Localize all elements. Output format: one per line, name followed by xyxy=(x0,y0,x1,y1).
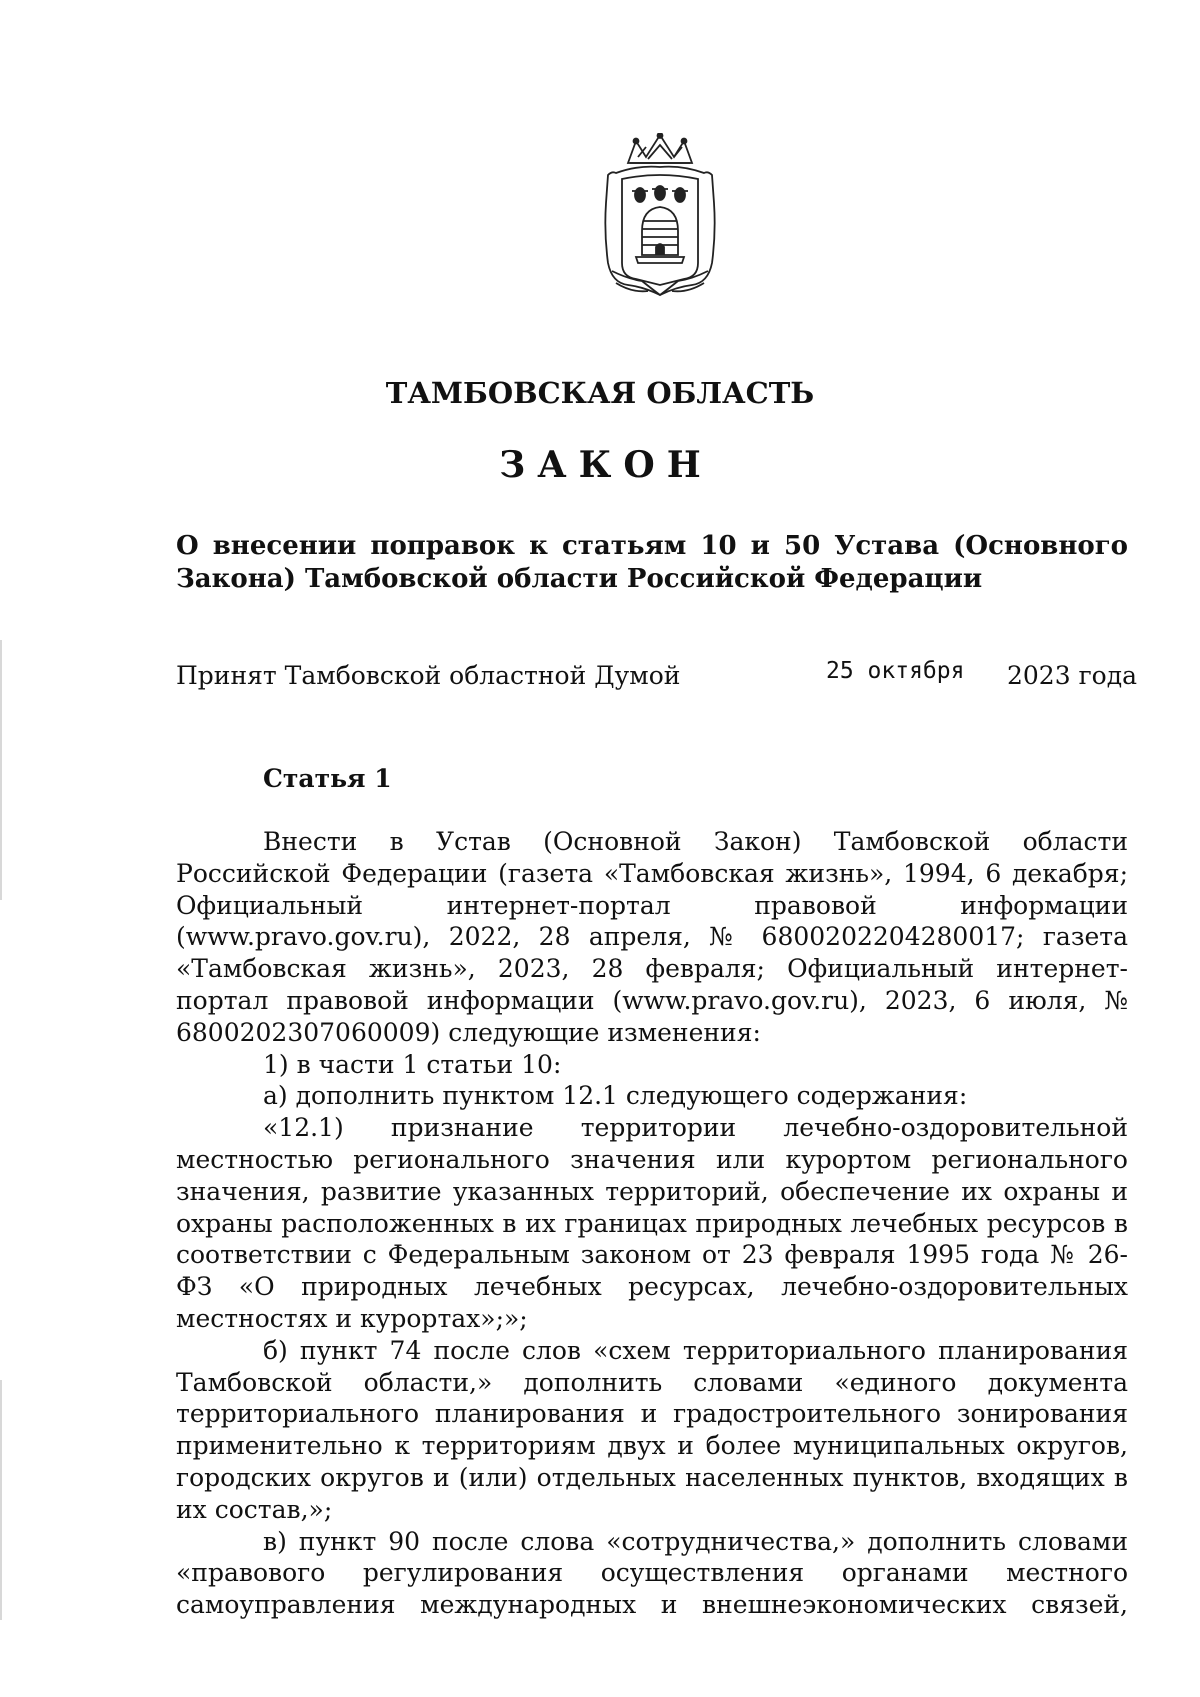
article-paragraph: б) пункт 74 после слов «схем территориального планирования Тамбовской области,» дополнить словами «единого документа территориального планирования и градостроительного зонирования применительно к территориям двух и более муниципальных округов, городских округов и (или) отдельных населенных пунктов, входящих в их состав,»; xyxy=(176,1335,1128,1524)
scan-edge-mark xyxy=(0,1380,2,1620)
scan-edge-mark xyxy=(0,640,2,900)
document-type-heading: ЗАКОН xyxy=(499,444,713,486)
article-paragraph: 1) в части 1 статьи 10: xyxy=(263,1049,562,1079)
article-heading: Статья 1 xyxy=(263,764,392,793)
article-paragraph: «12.1) признание территории лечебно-оздоровительной местностью регионального значения или курортом регионального значения, развитие указанных территорий, обеспечение их охраны и охраны расположенных в их границах природных лечебных ресурсов в соответствии с Федеральным законом от 23 февраля 1995 года № 26-ФЗ «О природных лечебных ресурсах, лечебно-оздоровительных местностях и курортах»;»; xyxy=(176,1113,1128,1333)
adoption-year: 2023 года xyxy=(1007,661,1138,690)
article-paragraph: в) пункт 90 после слова «сотрудничества,» дополнить словами «правового регулирования осуществления органами местного самоуправления международных и внешнеэкономических связей, xyxy=(176,1526,1128,1620)
adopted-by-text: Принят Тамбовской областной Думой xyxy=(176,661,681,690)
region-title: ТАМБОВСКАЯ ОБЛАСТЬ xyxy=(385,376,815,410)
article-paragraph: Внести в Устав (Основной Закон) Тамбовской области Российской Федерации (газета «Тамбовская жизнь», 1994, 6 декабря; Официальный интернет-портал правовой информации (www.pravo.gov.ru), 2022, 28 апреля, № 6800202204280017; газета «Тамбовская жизнь», 2023, 28 февраля; Официальный интернет-портал правовой информации (www.pravo.gov.ru), 2023, 6 июля, № 6800202307060009) следующие изменения: xyxy=(176,827,1128,1047)
adoption-date-stamp: 25 октября xyxy=(826,658,965,684)
article-paragraph: а) дополнить пунктом 12.1 следующего содержания: xyxy=(263,1081,968,1111)
article-body xyxy=(176,826,1128,1621)
law-title: О внесении поправок к статьям 10 и 50 Устава (Основного Закона) Тамбовской области Российской Федерации xyxy=(176,531,1128,594)
coat-of-arms-emblem xyxy=(598,133,723,301)
